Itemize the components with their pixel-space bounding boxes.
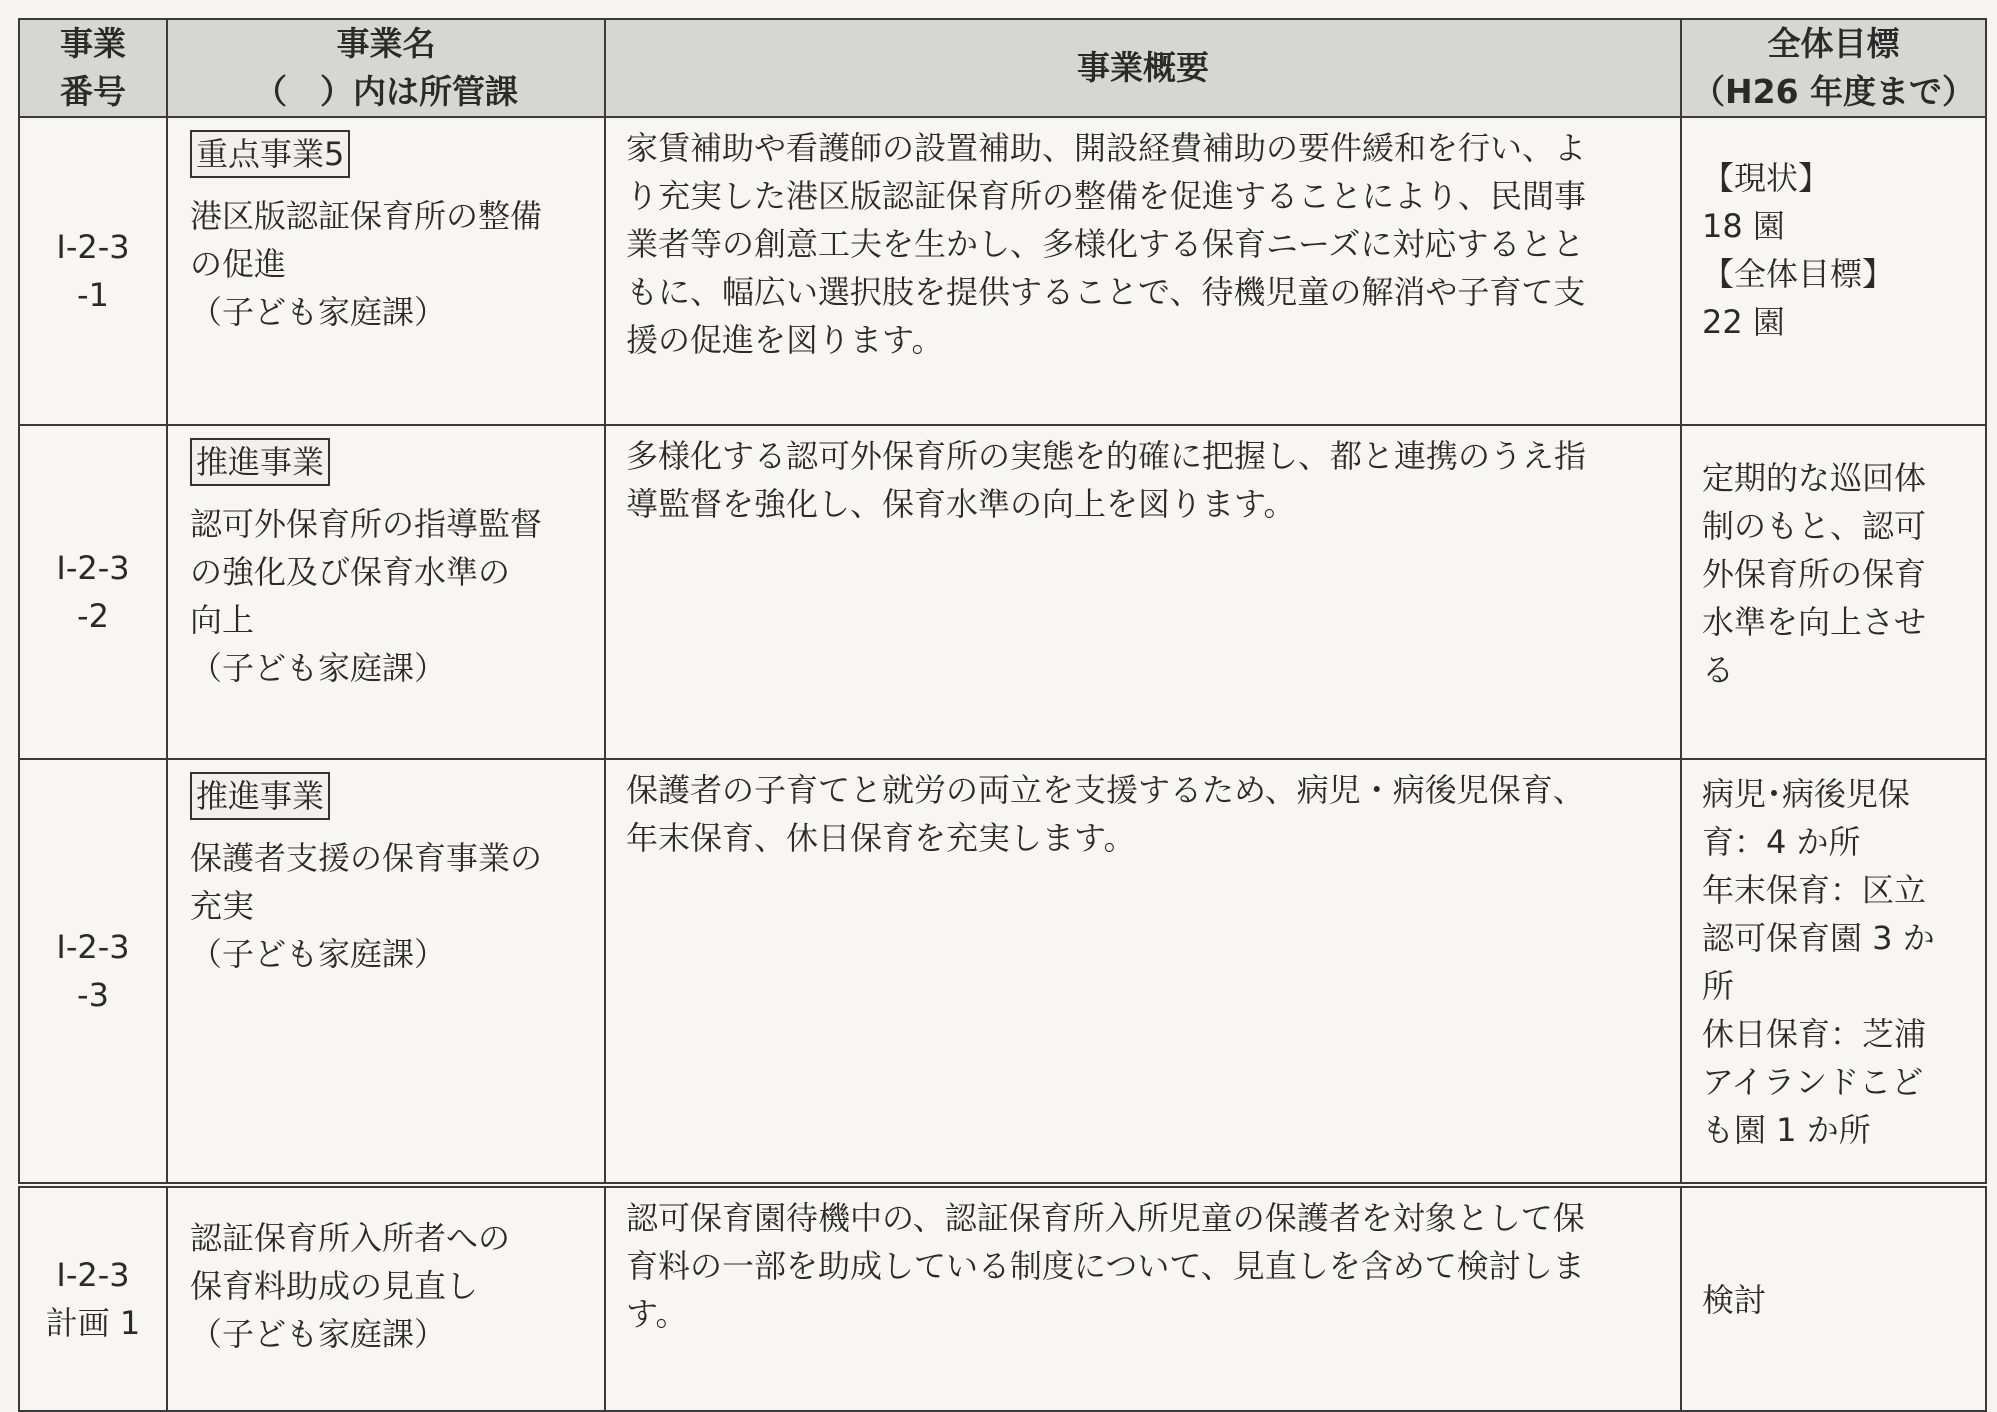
- business-summary: 保護者の子育てと就労の両立を支援するため、病児・病後児保育、 年末保育、休日保育を充実します。: [605, 759, 1681, 1185]
- business-name-cell: 推進事業 認可外保育所の指導監督 の強化及び保育水準の 向上 （子ども家庭課）: [167, 425, 605, 759]
- category-tag: 重点事業5: [190, 130, 350, 178]
- header-business-summary: 事業概要: [605, 19, 1681, 117]
- table-row: [19, 117, 1986, 425]
- table-row: [19, 759, 1986, 1185]
- overall-goal: 定期的な巡回体 制のもと、認可 外保育所の保育 水準を向上させ る: [1681, 425, 1986, 759]
- business-summary: 多様化する認可外保育所の実態を的確に把握し、都と連携のうえ指 導監督を強化し、保育水準の向上を図ります。: [605, 425, 1681, 759]
- overall-goal: 病児･病後児保 育：4 か所 年末保育：区立 認可保育園 3 か 所 休日保育：芝浦 アイランドこど も園 1 か所: [1681, 759, 1986, 1185]
- overall-goal: 検討: [1681, 1185, 1986, 1411]
- business-number: Ⅰ-2-3 -1: [19, 117, 167, 425]
- header-business-number: 事業 番号: [19, 19, 167, 117]
- table-row: [19, 1185, 1986, 1411]
- business-name-cell: 認証保育所入所者への 保育料助成の見直し （子ども家庭課）: [167, 1185, 605, 1411]
- department: （子ども家庭課）: [190, 293, 447, 331]
- header-business-name: 事業名 （ ）内は所管課: [167, 19, 605, 117]
- header-overall-goal: 全体目標 （H26 年度まで）: [1681, 19, 1986, 117]
- business-summary: 認可保育園待機中の、認証保育所入所児童の保護者を対象として保 育料の一部を助成している制度について、見直しを含めて検討しま す。: [605, 1185, 1681, 1411]
- overall-goal: 【現状】 18 園 【全体目標】 22 園: [1681, 117, 1986, 425]
- category-tag: 推進事業: [190, 438, 330, 486]
- business-table: [18, 18, 1987, 1412]
- business-number: Ⅰ-2-3 -3: [19, 759, 167, 1185]
- business-name-cell: 重点事業5 港区版認証保育所の整備 の促進 （子ども家庭課）: [167, 117, 605, 425]
- business-number: Ⅰ-2-3 計画 1: [19, 1185, 167, 1411]
- category-tag: 推進事業: [190, 772, 330, 820]
- department: （子ども家庭課）: [190, 1315, 447, 1353]
- table-row: [19, 425, 1986, 759]
- business-summary: 家賃補助や看護師の設置補助、開設経費補助の要件緩和を行い、よ り充実した港区版認証保育所の整備を促進することにより、民間事 業者等の創意工夫を生かし、多様化する保育ニーズに対応するとと もに、幅広い選択肢を提供することで、待機児童の解消や子育て支 援の促進を図ります。: [605, 117, 1681, 425]
- business-number: Ⅰ-2-3 -2: [19, 425, 167, 759]
- business-name-cell: 推進事業 保護者支援の保育事業の 充実 （子ども家庭課）: [167, 759, 605, 1185]
- department: （子ども家庭課）: [190, 649, 447, 687]
- department: （子ども家庭課）: [190, 935, 447, 973]
- table-header-row: [19, 19, 1986, 117]
